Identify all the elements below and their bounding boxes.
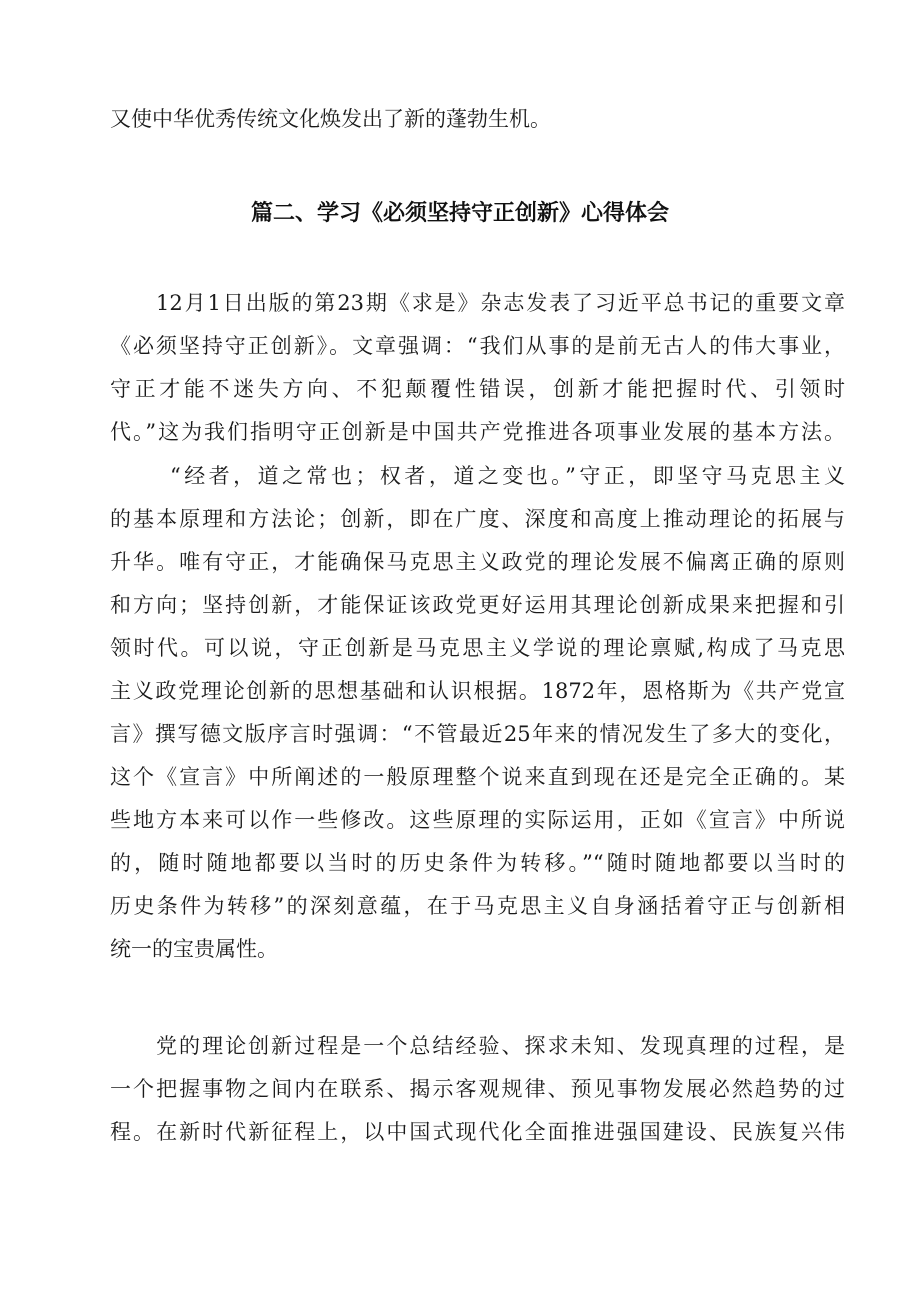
section-title: 篇二、学习《必须坚持守正创新》心得体会: [250, 201, 669, 226]
paragraph-line: 12月1日出版的第23期《求是》杂志发表了习近平总书记的重要文章: [156, 291, 845, 315]
paragraph-line: 言》撰写德文版序言时强调：“不管最近25年来的情况发生了多大的变化，: [110, 722, 845, 746]
paragraph-line: 些地方本来可以作一些修改。这些原理的实际运用，正如《宣言》中所说: [110, 808, 845, 832]
paragraph-line: 守正才能不迷失方向、不犯颠覆性错误，创新才能把握时代、引领时: [110, 377, 845, 401]
paragraph-line: 《必须坚持守正创新》。文章强调：“我们从事的是前无古人的伟大事业，: [110, 334, 845, 358]
paragraph-line: 党的理论创新过程是一个总结经验、探求未知、发现真理的过程，是: [156, 1034, 845, 1058]
paragraph-line: 统一的宝贵属性。: [110, 937, 278, 961]
paragraph-line: 的，随时随地都要以当时的历史条件为转移。”“随时随地都要以当时的: [110, 851, 845, 875]
paragraph-line: 一个把握事物之间内在联系、揭示客观规律、预见事物发展必然趋势的过: [110, 1077, 845, 1101]
paragraph-line: 升华。唯有守正，才能确保马克思主义政党的理论发展不偏离正确的原则: [110, 550, 845, 574]
lead-line: 又使中华优秀传统文化焕发出了新的蓬勃生机。: [110, 107, 551, 131]
paragraph-line: 程。在新时代新征程上，以中国式现代化全面推进强国建设、民族复兴伟: [110, 1120, 845, 1144]
paragraph-line: 代。”这为我们指明守正创新是中国共产党推进各项事业发展的基本方法。: [110, 420, 845, 444]
paragraph-line: 这个《宣言》中所阐述的一般原理整个说来直到现在还是完全正确的。某: [110, 765, 845, 789]
paragraph-line: 领时代。可以说，守正创新是马克思主义学说的理论禀赋,构成了马克思: [110, 636, 845, 660]
paragraph-line: 主义政党理论创新的思想基础和认识根据。1872年，恩格斯为《共产党宣: [110, 679, 845, 703]
paragraph-line: 历史条件为转移”的深刻意蕴，在于马克思主义自身涵括着守正与创新相: [110, 894, 845, 918]
paragraph-line: “经者，道之常也；权者，道之变也。”守正，即坚守马克思主义: [170, 464, 845, 488]
paragraph-line: 的基本原理和方法论；创新，即在广度、深度和高度上推动理论的拓展与: [110, 507, 845, 531]
paragraph-line: 和方向；坚持创新，才能保证该政党更好运用其理论创新成果来把握和引: [110, 593, 845, 617]
